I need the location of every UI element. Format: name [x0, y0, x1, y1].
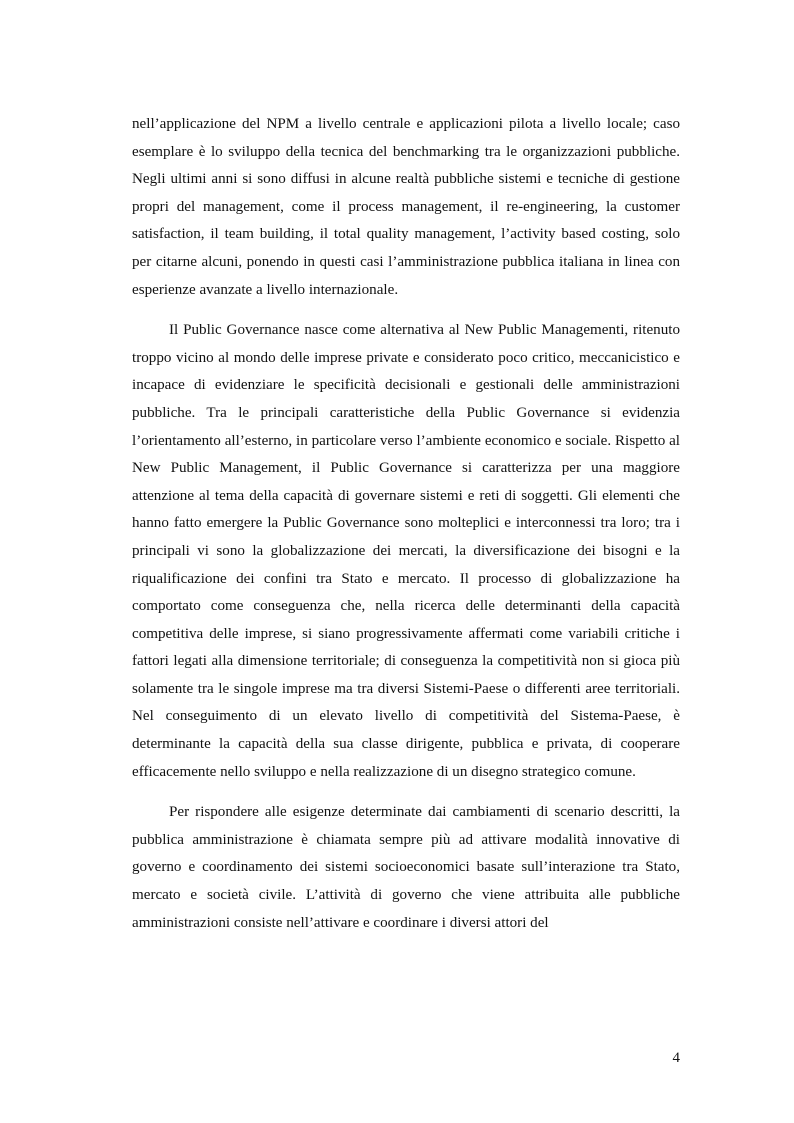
body-text	[132, 111, 680, 950]
paragraph-scenario-changes: Per rispondere alle esigenze determinate dai cambiamenti di scenario descritti, la pubblica amministrazione è chiamata sempre più ad attivare modalità innovative di governo e coordinamento dei sistemi socioeconomici basate sull’interazione tra Stato, mercato e società civile. L’attività di governo che viene attribuita alle pubbliche amministrazioni consiste nell’attivare e coordinare i diversi attori del	[132, 804, 680, 931]
page-number: 4	[672, 1050, 680, 1066]
paragraph-public-governance: Il Public Governance nasce come alternativa al New Public Managementi, ritenuto troppo vicino al mondo delle imprese private e considerato poco critico, meccanicistico e incapace di evidenziare le specificità decisionali e gestionali delle amministrazioni pubbliche. Tra le principali caratteristiche della Public Governance si evidenzia l’orientamento all’esterno, in particolare verso l’ambiente economico e sociale. Rispetto al New Public Management, il Public Governance si caratterizza per una maggiore attenzione al tema della capacità di governare sistemi e reti di soggetti. Gli elementi che hanno fatto emergere la Public Governance sono molteplici e interconnessi tra loro; tra i principali vi sono la globalizzazione dei mercati, la diversificazione dei bisogni e la riqualificazione dei confini tra Stato e mercato. Il processo di globalizzazione ha comportato come conseguenza che, nella ricerca delle determinanti della capacità competitiva delle imprese, si siano progressivamente affermati come variabili critiche i fattori legati alla dimensione territoriale; di conseguenza la competitività non si gioca più solamente tra le singole imprese ma tra diversi Sistemi-Paese o differenti aree territoriali. Nel conseguimento di un elevato livello di competitività del Sistema-Paese, è determinante la capacità della sua classe dirigente, pubblica e privata, di cooperare efficacemente nello sviluppo e nella realizzazione di un disegno strategico comune.	[132, 322, 680, 780]
paragraph-npm-continuation: nell’applicazione del NPM a livello centrale e applicazioni pilota a livello locale; caso esemplare è lo sviluppo della tecnica del benchmarking tra le organizzazioni pubbliche. Negli ultimi anni si sono diffusi in alcune realtà pubbliche sistemi e tecniche di gestione propri del management, come il process management, il re-engineering, la customer satisfaction, il team building, il total quality management, l’activity based costing, solo per citarne alcuni, ponendo in questi casi l’amministrazione pubblica italiana in linea con esperienze avanzate a livello internazionale.	[132, 116, 680, 298]
